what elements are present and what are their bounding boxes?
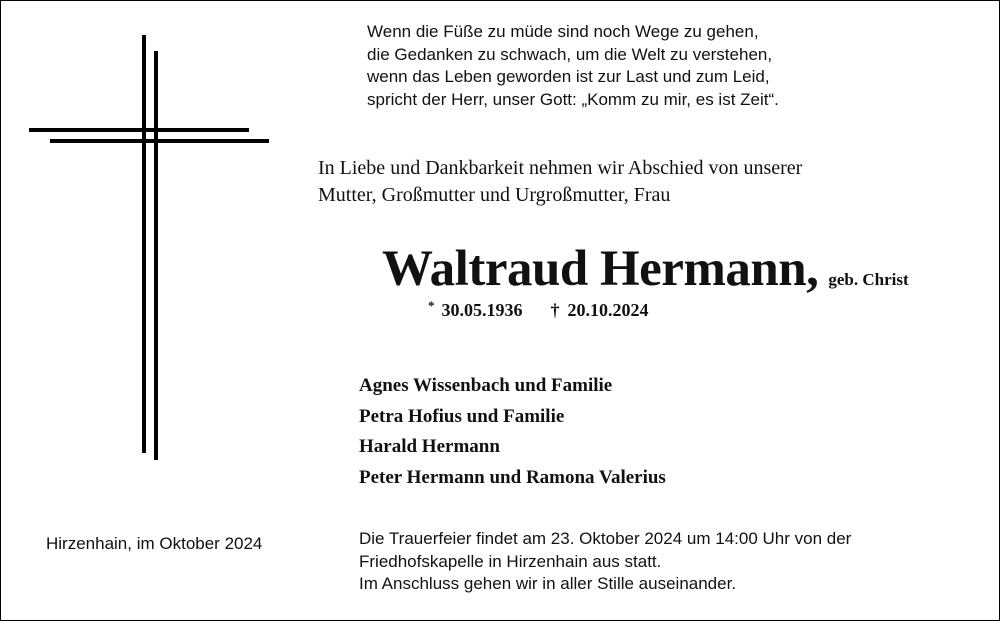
death-date: 20.10.2024 xyxy=(567,300,649,320)
poem-line: spricht der Herr, unser Gott: „Komm zu mir, es ist Zeit“. xyxy=(367,89,779,109)
mourner-item: Harald Hermann xyxy=(359,436,500,457)
intro-line: In Liebe und Dankbarkeit nehmen wir Abschied von unserer xyxy=(318,157,803,179)
death-cross-icon: † xyxy=(550,300,560,320)
life-dates xyxy=(428,300,649,321)
cross-vertical-bar-right xyxy=(154,51,158,460)
poem-line: Wenn die Füße zu müde sind noch Wege zu gehen, xyxy=(367,22,759,41)
farewell-intro xyxy=(318,155,918,209)
cross-vertical-bar-left xyxy=(142,35,146,453)
deceased-name: Waltraud Hermann, xyxy=(382,241,819,297)
birth-star-icon: * xyxy=(428,298,435,313)
mourner-item: Petra Hofius und Familie xyxy=(359,405,565,427)
birth-date: 30.05.1936 xyxy=(441,300,523,320)
poem xyxy=(367,21,867,111)
mourners-list xyxy=(359,371,666,493)
intro-line: Mutter, Großmutter und Urgroßmutter, Frau xyxy=(318,184,671,206)
place-and-date: Hirzenhain, im Oktober 2024 xyxy=(46,534,263,553)
poem-line: wenn das Leben geworden ist zur Last und zum Leid, xyxy=(367,67,770,86)
poem-line: die Gedanken zu schwach, um die Welt zu verstehen, xyxy=(367,44,773,64)
cross-horizontal-bar-top xyxy=(29,128,249,132)
cross-horizontal-bar-bottom xyxy=(50,139,269,143)
funeral-line: Friedhofskapelle in Hirzenhain aus statt. xyxy=(359,551,662,571)
funeral-info xyxy=(359,528,851,596)
double-line-cross-icon xyxy=(1,1,281,471)
funeral-line: Im Anschluss gehen wir in aller Stille auseinander. xyxy=(359,574,737,593)
funeral-line: Die Trauerfeier findet am 23. Oktober 2024 um 14:00 Uhr von der xyxy=(359,529,852,548)
maiden-name: geb. Christ xyxy=(828,270,909,289)
deceased-name-row xyxy=(382,239,909,299)
mourner-item: Agnes Wissenbach und Familie xyxy=(359,375,613,396)
mourner-item: Peter Hermann und Ramona Valerius xyxy=(359,466,666,488)
